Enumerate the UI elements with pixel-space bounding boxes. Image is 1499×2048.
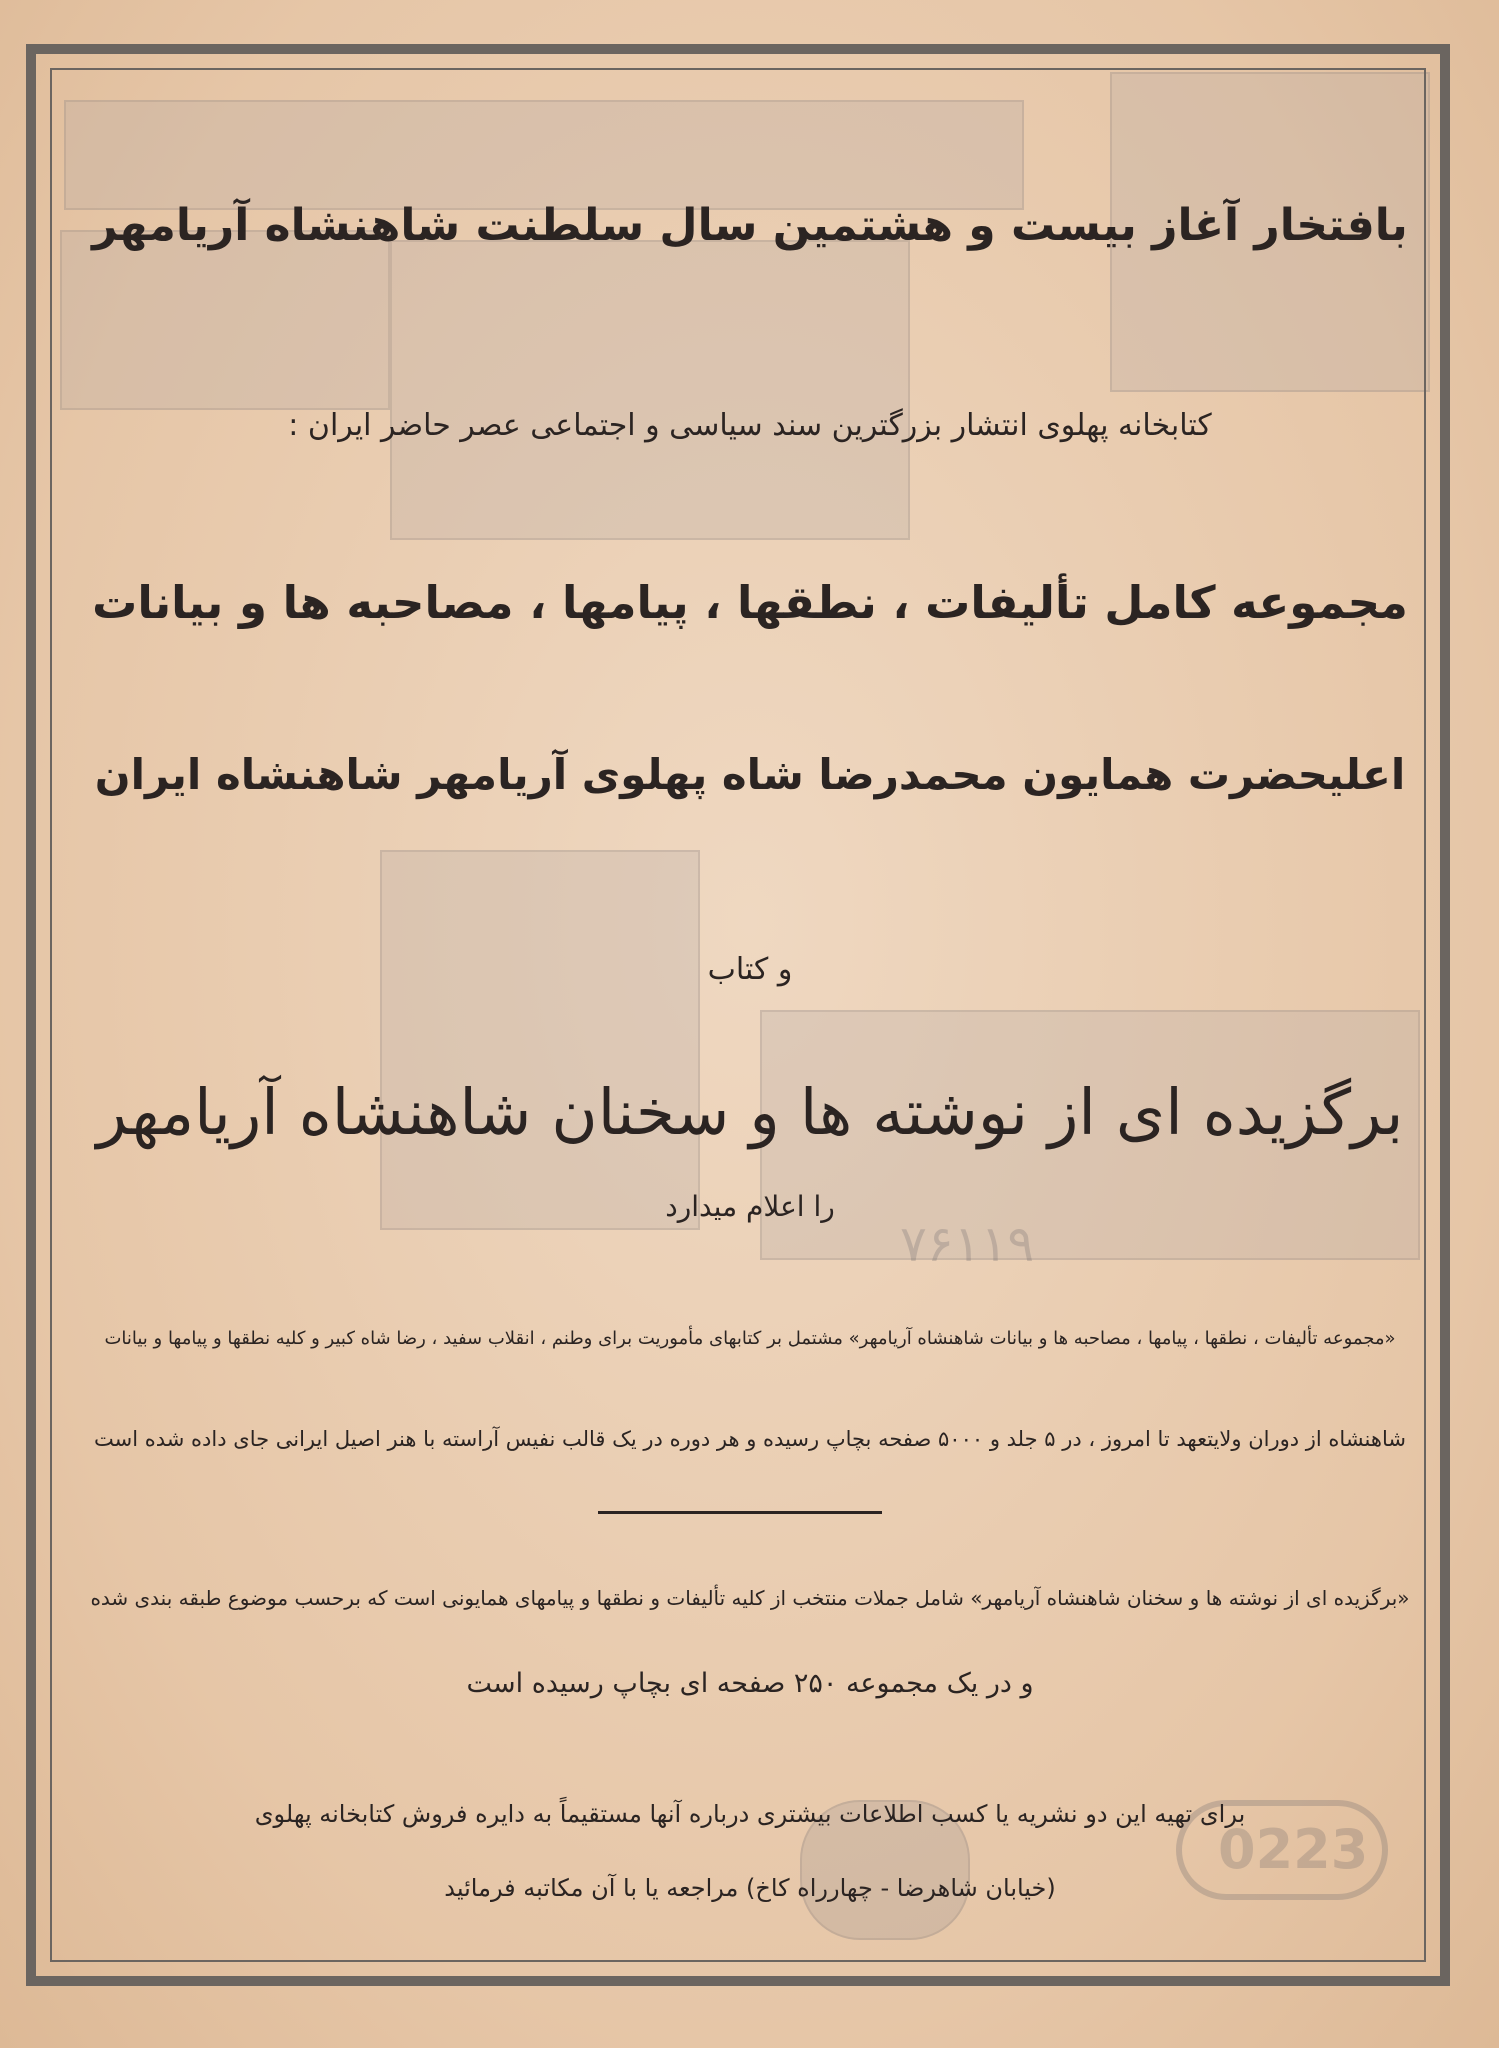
- publisher-line: کتابخانه پهلوی انتشار بزرگترین سند سیاسی و اجتماعی عصر حاضر ایران :: [288, 408, 1212, 443]
- description-paragraph-1-line-2: شاهنشاه از دوران ولایتعهد تا امروز ، در ۵ جلد و ۵۰۰۰ صفحه بچاپ رسیده و هر دوره در یک قالب نفیس آراسته با هنر اصیل ایرانی جای داده شده است: [94, 1427, 1406, 1451]
- and-book-label: و کتاب: [707, 952, 793, 987]
- book-title: برگزیده ای از نوشته ها و سخنان شاهنشاه آریامهر: [96, 1076, 1404, 1149]
- ghost-stamp-number: 0223: [1218, 1818, 1369, 1881]
- announces-label: را اعلام میدارد: [665, 1190, 835, 1223]
- description-paragraph-1-line-1: «مجموعه تألیفات ، نطقها ، پیامها ، مصاحبه ها و بیانات شاهنشاه آریامهر» مشتمل بر کتابهای مأموریت برای وطنم ، انقلاب سفید ، رضا شاه کبیر و کلیه نطقها و پیامها و بیانات: [104, 1328, 1396, 1349]
- contact-line-1: برای تهیه این دو نشریه یا کسب اطلاعات بیشتری درباره آنها مستقیماً به دایره فروش کتابخانه پهلوی: [254, 1800, 1246, 1828]
- section-divider: [598, 1511, 882, 1514]
- ghost-number: ۷۶۱۱۹: [900, 1215, 1035, 1273]
- royal-name-title: اعلیحضرت همایون محمدرضا شاه پهلوی آریامهر شاهنشاه ایران: [94, 750, 1406, 799]
- collection-title: مجموعه کامل تألیفات ، نطقها ، پیامها ، مصاحبه ها و بیانات: [92, 576, 1408, 629]
- description-paragraph-2-line-2: و در یک مجموعه ۲۵۰ صفحه ای بچاپ رسیده است: [466, 1668, 1034, 1699]
- occasion-heading: بافتخار آغاز بیست و هشتمین سال سلطنت شاهنشاه آریامهر: [92, 200, 1408, 251]
- contact-line-2: (خیابان شاهرضا - چهارراه کاخ) مراجعه یا با آن مکاتبه فرمائید: [444, 1874, 1056, 1902]
- description-paragraph-2-line-1: «برگزیده ای از نوشته ها و سخنان شاهنشاه آریامهر» شامل جملات منتخب از کلیه تألیفات و نطقها و پیامهای همایونی است که برحسب موضوع طبقه بندی شده: [90, 1586, 1410, 1610]
